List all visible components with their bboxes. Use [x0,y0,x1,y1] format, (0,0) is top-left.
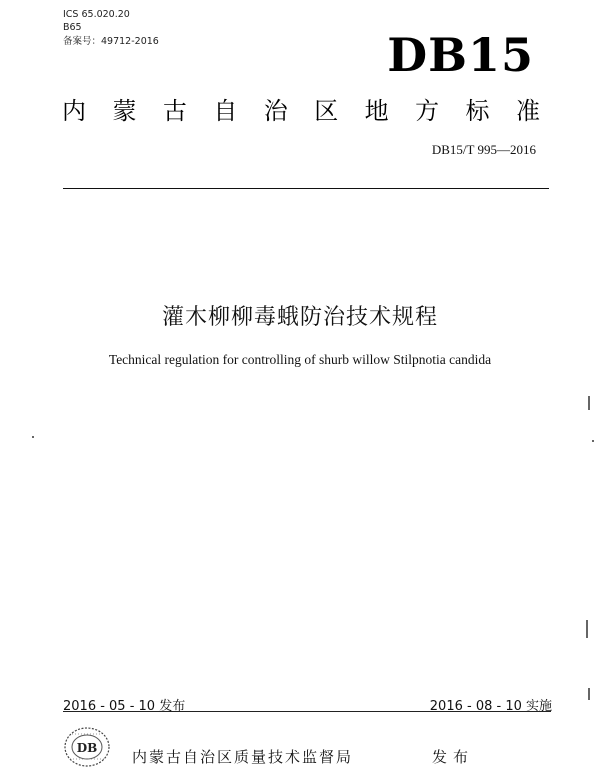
record-number: 备案号：49712-2016 [63,36,159,47]
scan-artifact [586,620,588,638]
ics-code: ICS 65.020.20 [63,9,130,20]
title-char: 自 [213,97,238,125]
title-char: 内 [62,97,86,125]
seal-text: DB [76,741,98,755]
scan-artifact [32,436,34,438]
title-char: 治 [263,97,288,125]
title-char: 方 [415,97,440,125]
scan-artifact [592,440,594,442]
header-divider [63,188,549,189]
title-char: 地 [364,97,389,125]
issue-date: 2016 - 05 - 10 发布 [63,699,186,714]
issued-label: 发布 [432,748,475,766]
issuer-seal [62,726,112,768]
local-standard-title [62,96,540,126]
title-char: 标 [465,97,490,125]
publisher-name: 内蒙古自治区质量技术监督局 [132,748,354,766]
db15-logo: DB15 [387,28,534,82]
standard-number: DB15/T 995—2016 [431,142,536,157]
footer-divider [63,711,551,712]
document-title-cn: 灌木柳柳毒蛾防治技术规程 [161,305,438,330]
implementation-date: 2016 - 08 - 10 实施 [429,699,552,714]
title-char: 蒙 [112,97,137,125]
ccs-code: B65 [63,22,82,33]
title-char: 区 [314,97,339,125]
title-char: 准 [515,97,540,125]
document-title-en: Technical regulation for controlling of shurb willow Stilpnotia candida [108,352,492,367]
scan-artifact [588,688,590,700]
title-char: 古 [162,97,187,125]
scan-artifact [588,396,590,410]
